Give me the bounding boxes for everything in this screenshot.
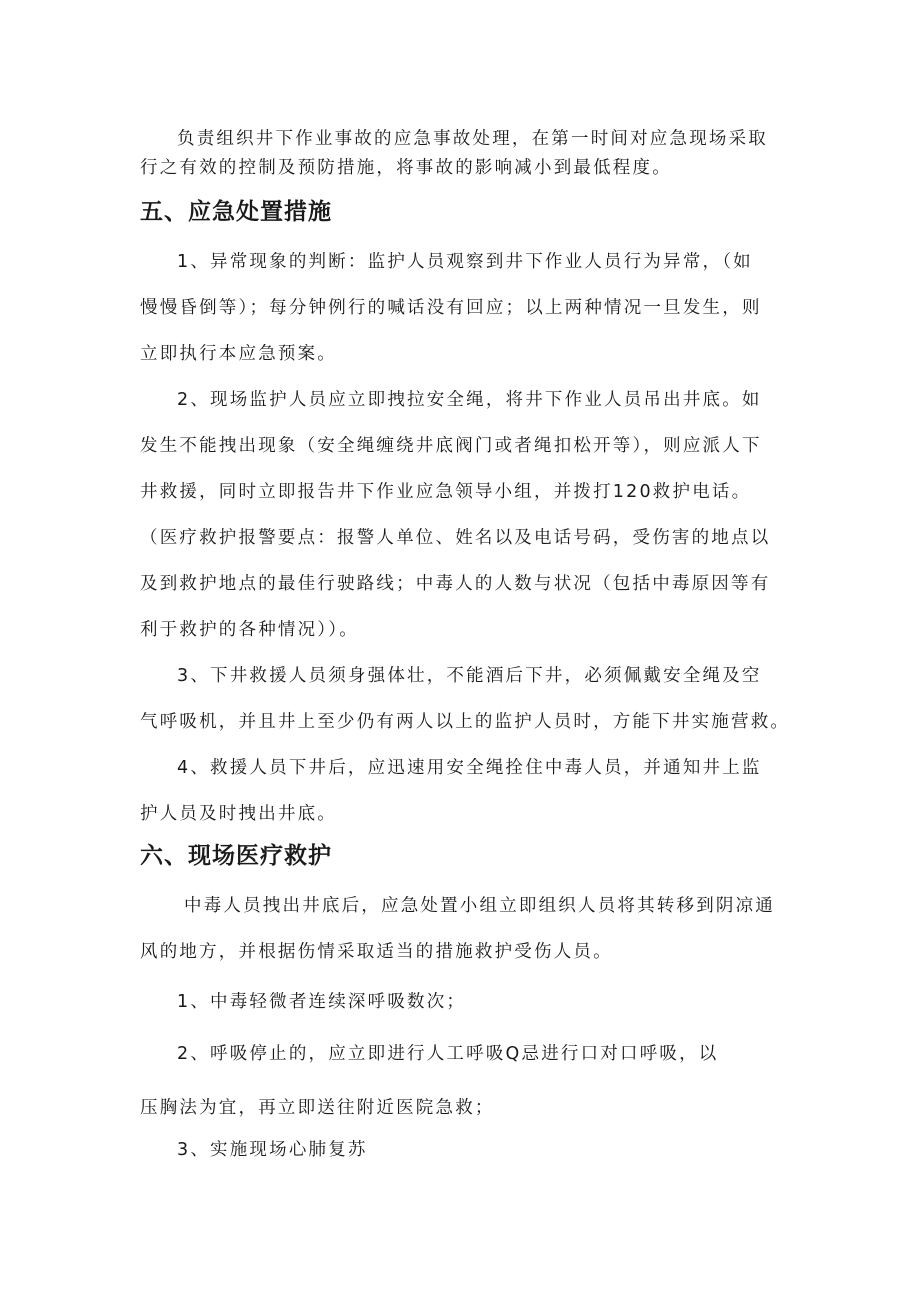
section6-item-2 (140, 1031, 785, 1077)
text-line: 及到救护地点的最佳行驶路线；中毒人的人数与状况（包括中毒原因等有 (140, 574, 771, 594)
section-heading-5: 五、应急处置措施 (140, 199, 332, 225)
section6-item-1 (140, 979, 785, 1025)
section-heading-6: 六、现场医疗救护 (140, 843, 332, 869)
section5-paragraph-2 (140, 377, 785, 653)
text-line: 3、下井救援人员须身强体壮，不能酒后下井，必须佩戴安全绳及空 (177, 666, 762, 686)
text-line: 井救援，同时立即报告井下作业应急领导小组，并拨打120救护电话。 (140, 482, 752, 502)
text-line: 3、实施现场心肺复苏 (177, 1140, 368, 1160)
text-line: （医疗救护报警要点：报警人单位、姓名以及电话号码，受伤害的地点以 (140, 528, 771, 548)
text-line: 1、中毒轻微者连续深呼吸数次； (177, 992, 467, 1012)
text-line: 行之有效的控制及预防措施，将事故的影响减小到最低程度。 (140, 158, 672, 178)
text-line: 1、异常现象的判断：监护人员观察到井下作业人员行为异常，（如 (177, 252, 753, 272)
intro-paragraph (140, 125, 785, 183)
section6-paragraph-0 (140, 883, 785, 975)
text-line: 气呼吸机，并且井上至少仍有两人以上的监护人员时，方能下井实施营救。 (140, 712, 791, 732)
text-line: 发生不能拽出现象（安全绳缠绕井底阀门或者绳扣松开等），则应派人下 (140, 436, 762, 456)
text-line: 护人员及时拽出井底。 (140, 804, 337, 824)
text-line: 压胸法为宜，再立即送往附近医院急救； (140, 1098, 495, 1118)
text-line: 2、现场监护人员应立即拽拉安全绳，将井下作业人员吊出井底。如 (177, 390, 762, 410)
text-line: 2、呼吸停止的，应立即进行人工呼吸Q忌进行口对口呼吸，以 (177, 1044, 719, 1064)
section5-paragraph-1 (140, 239, 785, 377)
text-line: 4、救援人员下井后，应迅速用安全绳拴住中毒人员，并通知井上监 (177, 758, 762, 778)
text-line: 立即执行本应急预案。 (140, 344, 337, 364)
text-line: 风的地方，并根据伤情采取适当的措施救护受伤人员。 (140, 942, 613, 962)
text-line: 利于救护的各种情况））。 (140, 620, 359, 640)
text-line: 慢慢昏倒等）；每分钟例行的喊话没有回应；以上两种情况一旦发生，则 (140, 298, 762, 318)
text-line: 中毒人员拽出井底后，应急处置小组立即组织人员将其转移到阴凉通 (184, 896, 775, 916)
section5-paragraph-4 (140, 745, 785, 837)
section6-item-2-continued (140, 1085, 785, 1131)
section5-paragraph-3 (140, 653, 791, 745)
text-line: 负责组织井下作业事故的应急事故处理，在第一时间对应急现场采取 (177, 129, 768, 149)
section6-item-3 (140, 1127, 785, 1173)
